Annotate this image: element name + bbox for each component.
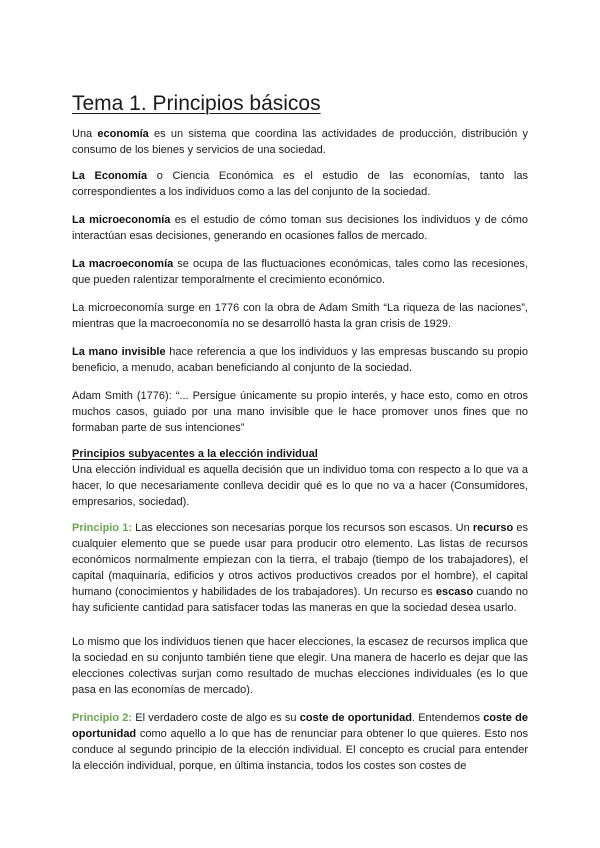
term-recurso: recurso: [472, 522, 514, 534]
term-macroeconomia: La macroeconomía: [72, 258, 174, 270]
text: es cualquier elemento que se puede usar para producir otro elemento. Las listas de recursos económicos normalmente empiezan con la tierra, el trabajo (tiempo de los trabajadores), el capital (maquinaria, edificios y otros activos productivos creados por el hombre), el capital humano (conocimientos y habilidades de los trabajadores). Un recurso es: [72, 522, 528, 598]
paragraph-principio-1: [72, 520, 528, 616]
term-escaso: escaso: [435, 586, 474, 598]
paragraph-escasez-sociedad: Lo mismo que los individuos tienen que hacer elecciones, la escasez de recursos implica que la sociedad en su conjunto también tiene que elegir. Una manera de hacerlo es dejar que las elecciones colectivas surjan como resultado de muchas elecciones individuales (es lo que pasa en las economías de mercado).: [72, 636, 528, 696]
term-mano-invisible: La mano invisible: [72, 346, 166, 358]
paragraph-mano-invisible: [72, 344, 528, 376]
text: El verdadero coste de algo es su: [132, 712, 300, 724]
term-la-economia: La Economía: [72, 170, 148, 182]
paragraph-economia: [72, 126, 528, 158]
paragraph-microeconomia: [72, 212, 528, 244]
term-coste-de-oportunidad: coste de oportunidad: [72, 712, 528, 740]
text: es el estudio de cómo toman sus decisiones los individuos y de cómo interactúan esas decisiones, generando en ocasiones fallos de mercado.: [72, 214, 529, 242]
principle-label: Principio 1:: [72, 522, 132, 534]
term-microeconomia: La microeconomía: [72, 214, 171, 226]
text: cuando no hay suficiente cantidad para satisfacer todas las maneras en que la sociedad desea usarlo.: [72, 586, 529, 614]
text: hace referencia a que los individuos y las empresas buscando su propio beneficio, a menudo, acaban beneficiando al conjunto de la sociedad.: [72, 346, 528, 374]
paragraph-principio-2: [72, 710, 528, 774]
paragraph-eleccion-individual: [72, 446, 528, 510]
term-coste-de-oportunidad: coste de oportunidad: [299, 712, 412, 724]
paragraph-cita-adam-smith: Adam Smith (1776): “... Persigue únicamente su propio interés, y hace esto, como en otros muchos casos, guiado por una mano invisible que le hace promover unos fines que no formaban parte de sus intenciones”: [72, 390, 528, 434]
page-title: Tema 1. Principios básicos: [72, 92, 321, 115]
text: Una elección individual es aquella decisión que un individuo toma con respecto a lo que va a hacer, lo que necesariamente conlleva decidir qué es lo que no va a hacer (Consumidores, empresarios, sociedad).: [72, 464, 528, 508]
paragraph-la-economia: [72, 168, 528, 200]
text: . Entendemos: [411, 712, 484, 724]
term-economia: economía: [97, 128, 149, 140]
section-heading: Principios subyacentes a la elección individual: [72, 448, 318, 460]
text: es un sistema que coordina las actividades de producción, distribución y consumo de los bienes y servicios de una sociedad.: [72, 128, 528, 156]
text: Las elecciones son necesarias porque los recursos son escasos. Un: [131, 522, 473, 534]
text: o Ciencia Económica es el estudio de las economías, tanto las correspondientes a los individuos como a las del conjunto de la sociedad.: [72, 170, 528, 198]
text: como aquello a lo que has de renunciar para obtener lo que quieres. Esto nos conduce al segundo principio de la elección individual. El concepto es crucial para entender la elección individual, porque, en última instancia, todos los costes son costes de: [72, 728, 528, 772]
principle-label: Principio 2:: [72, 712, 133, 724]
paragraph-macroeconomia: [72, 256, 528, 288]
text: se ocupa de las fluctuaciones económicas, tales como las recesiones, que pueden ralentizar temporalmente el crecimiento económico.: [72, 258, 528, 286]
paragraph-historia: La microeconomía surge en 1776 con la obra de Adam Smith “La riqueza de las naciones”, mientras que la macroeconomía no se desarrolló hasta la gran crisis de 1929.: [72, 302, 528, 330]
text: Una: [72, 128, 98, 140]
